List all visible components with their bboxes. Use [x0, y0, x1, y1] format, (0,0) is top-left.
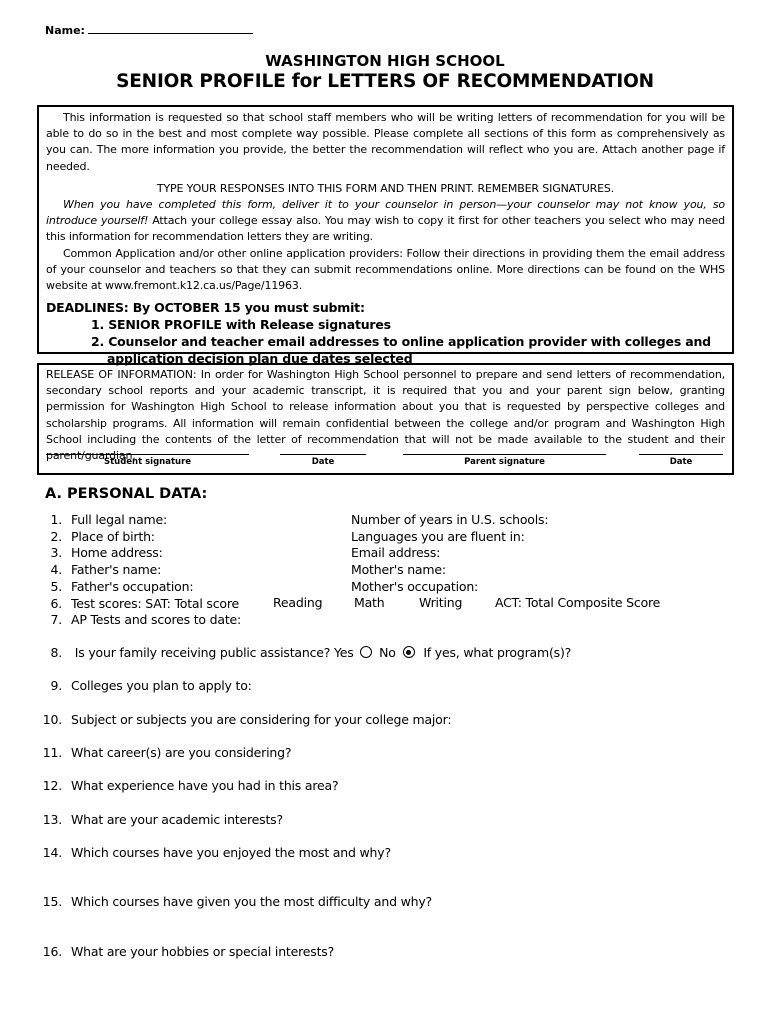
question-number: 8.	[50, 645, 62, 660]
question-number: 7.	[50, 612, 62, 628]
question-16	[38, 944, 334, 959]
question-number: 10.	[42, 712, 62, 727]
release-text: RELEASE OF INFORMATION: In order for Washington High School personnel to prepare and send letters of recommendation, secondary school reports and your academic transcript, it is required that you and your parent sign below, granting permission for Washington High School to release information about you that is requested by perspective colleges and scholarship programs. All information will remain confidential between the college and/or program and Washington High School including the contents of the letter of recommendation that will not be made available to the student and their parent/guardian.	[46, 368, 725, 463]
signature-row	[46, 454, 726, 474]
type-note: TYPE YOUR RESPONSES INTO THIS FORM AND THEN PRINT. REMEMBER SIGNATURES.	[156, 181, 615, 195]
deliver-italic: When you have completed this form, deliver it to your counselor in person—your counselor may not know you, so introduce yourself!	[46, 198, 725, 228]
question-15	[38, 894, 432, 909]
question-number: 2.	[50, 528, 62, 544]
personal-data-item	[38, 596, 239, 611]
student-signature-line[interactable]: Student signature	[46, 454, 249, 467]
question-label: Test scores: SAT: Total score	[71, 595, 240, 611]
personal-data-item: Mother's name:	[351, 562, 446, 578]
question-number: 15.	[42, 894, 62, 909]
question-number: 6.	[50, 595, 62, 611]
question-number: 12.	[42, 778, 62, 793]
personal-data-item	[38, 529, 155, 544]
release-box	[37, 363, 734, 475]
deadlines-list	[46, 316, 725, 367]
followup-label: If yes, what program(s)?	[423, 645, 572, 660]
common-app-paragraph: Common Application and/or other online application providers: Follow their directions in providing them the email address of your counselor and teachers so that they can submit recommendations online. More directions can be found on the WHS website at www.fremont.k12.ca.us/Page/11963.	[46, 246, 725, 293]
question-9	[38, 678, 252, 693]
question-label: Colleges you plan to apply to:	[71, 678, 252, 693]
personal-data-item: Mother's occupation:	[351, 578, 479, 594]
personal-data-item	[38, 512, 167, 527]
question-label: Which courses have you enjoyed the most and why?	[71, 845, 391, 860]
question-label: What experience have you had in this area?	[71, 778, 339, 793]
deliver-rest: Attach your college essay also. You may wish to copy it first for other teachers you select who may need this information for recommendation letters they are writing.	[46, 214, 725, 244]
act-score-label: ACT: Total Composite Score	[495, 595, 661, 610]
reading-score-label: Reading	[273, 595, 323, 610]
personal-data-item: Email address:	[351, 545, 441, 561]
personal-data-item	[38, 612, 241, 627]
yes-radio[interactable]	[360, 646, 372, 658]
question-label: Which courses have given you the most difficulty and why?	[71, 894, 432, 909]
deadlines-title: DEADLINES: By OCTOBER 15 you must submit:	[46, 300, 365, 316]
no-radio[interactable]	[403, 646, 415, 658]
student-date-line[interactable]: Date	[280, 454, 366, 467]
question-label: Father's occupation:	[71, 578, 194, 594]
question-label: Home address:	[71, 545, 163, 561]
name-field	[45, 24, 253, 37]
question-number: 13.	[42, 812, 62, 827]
question-label: What are your hobbies or special interests?	[71, 944, 335, 959]
question-label: Place of birth:	[71, 528, 155, 544]
question-label: What career(s) are you considering?	[71, 745, 292, 760]
question-number: 11.	[42, 745, 62, 760]
math-score-label: Math	[354, 595, 385, 610]
question-10	[38, 712, 451, 727]
question-12	[38, 778, 338, 793]
question-number: 9.	[50, 678, 62, 693]
question-number: 1.	[50, 512, 62, 527]
instructions-box	[37, 105, 734, 367]
deadline-item-2-cont: application decision plan due dates selected	[107, 351, 413, 367]
question-number: 3.	[50, 545, 62, 561]
parent-date-line[interactable]: Date	[639, 454, 723, 467]
name-label: Name:	[45, 24, 85, 37]
personal-data-item	[38, 562, 161, 577]
writing-score-label: Writing	[419, 595, 463, 610]
page-title: SENIOR PROFILE for LETTERS OF RECOMMENDATION	[116, 71, 654, 92]
deadline-item-1: 1. SENIOR PROFILE with Release signatures	[91, 317, 391, 333]
question-label: Subject or subjects you are considering for your college major:	[71, 712, 452, 727]
question-label: What are your academic interests?	[71, 812, 283, 827]
question-number: 4.	[50, 562, 62, 578]
deadline-item-2: 2. Counselor and teacher email addresses to online application provider with colleges and	[91, 334, 711, 350]
name-input-line[interactable]	[88, 24, 253, 34]
personal-data-item	[38, 545, 163, 560]
question-label: Full legal name:	[71, 512, 168, 527]
parent-signature-line[interactable]: Parent signature	[403, 454, 606, 467]
personal-data-item: Languages you are fluent in:	[351, 528, 525, 544]
question-number: 14.	[42, 845, 62, 860]
question-number: 16.	[42, 944, 62, 959]
question-label: AP Tests and scores to date:	[71, 612, 242, 628]
section-a-heading: A. PERSONAL DATA:	[45, 486, 208, 502]
deliver-paragraph	[46, 197, 725, 246]
question-13	[38, 812, 283, 827]
question-8	[38, 645, 571, 660]
personal-data-item: Number of years in U.S. schools:	[351, 512, 549, 527]
question-number: 5.	[50, 578, 62, 594]
question-14	[38, 845, 391, 860]
question-label: Father's name:	[71, 562, 162, 578]
personal-data-item	[38, 579, 193, 594]
school-name: WASHINGTON HIGH SCHOOL	[265, 52, 505, 70]
intro-paragraph: This information is requested so that school staff members who will be writing letters of recommendation for you will be able to do so in the best and most complete way possible. Please complete all sections of this form as comprehensively as you can. The more information you provide, the better the recommendation will reflect who you are. Attach another page if needed.	[46, 111, 725, 173]
question-label: Is your family receiving public assistance? Yes	[74, 645, 354, 660]
no-label: No	[379, 645, 396, 660]
question-11	[38, 745, 291, 760]
